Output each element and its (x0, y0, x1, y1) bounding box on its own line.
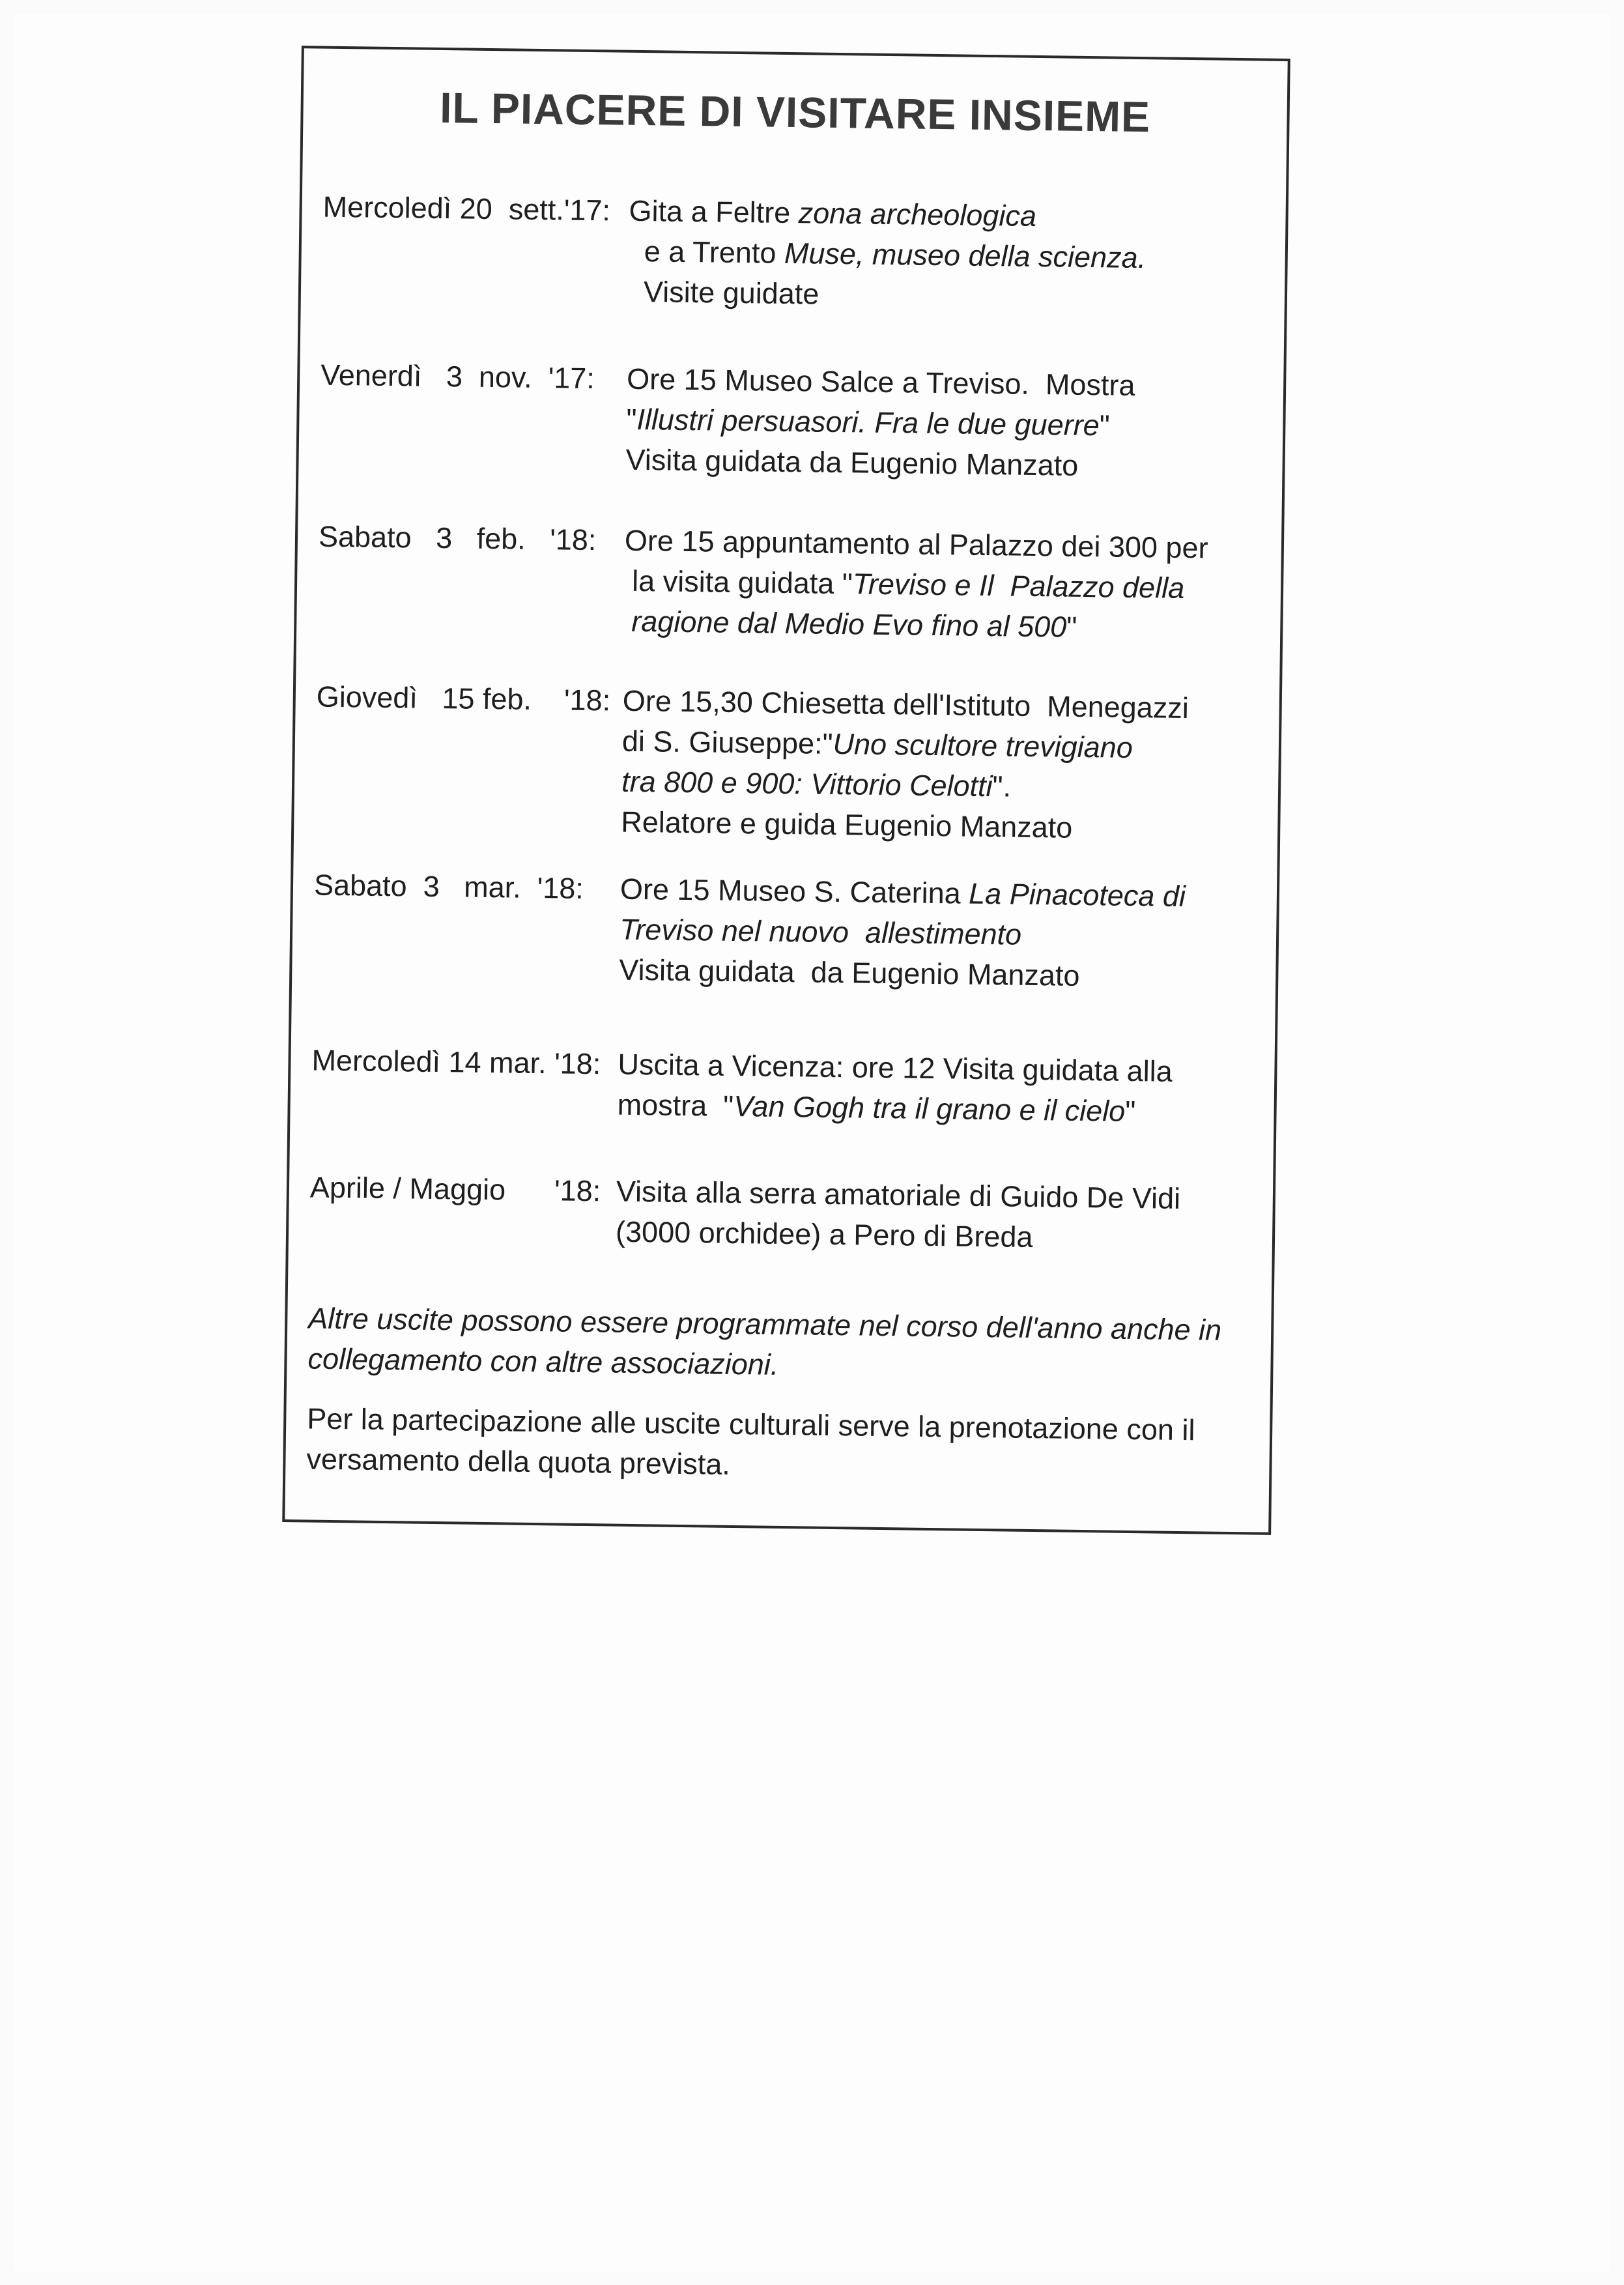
event-entry (318, 517, 1270, 644)
text: Ore 15 Museo Salce a Treviso. Mostra (626, 362, 1135, 402)
event-description-line (628, 272, 1280, 321)
italic-text: Muse, museo della scienza. (784, 236, 1147, 275)
text: Gita a Feltre (629, 194, 799, 230)
italic-text: Treviso nel nuovo allestimento (619, 912, 1022, 951)
event-date: Sabato 3 mar. '18: (313, 868, 584, 905)
event-description-line (619, 950, 1271, 999)
text: (3000 orchidee) a Pero di Breda (615, 1214, 1033, 1254)
text: Visita guidata da Eugenio Manzato (619, 953, 1080, 992)
event-description (625, 359, 1278, 489)
event-description (619, 869, 1272, 999)
page-title: IL PIACERE DI VISITARE INSIEME (439, 83, 1151, 141)
event-description-line (617, 1085, 1269, 1134)
event-entry (322, 187, 1274, 311)
event-date: Mercoledì 20 sett.'17: (322, 190, 611, 227)
note-reservation: Per la partecipazione alle uscite culturali serve la prenotazione con il versamento della quota prevista. (306, 1401, 1195, 1481)
text: la visita guidata " (631, 564, 853, 601)
text: " (1066, 610, 1077, 644)
italic-text: Van Gogh tra il grano e il cielo (733, 1089, 1126, 1128)
text: " (1099, 409, 1110, 442)
text: di S. Giuseppe:" (621, 724, 833, 760)
italic-text: Uno scultore trevigiano (833, 726, 1133, 764)
event-description-line (621, 802, 1273, 851)
event-description-line (625, 440, 1277, 489)
event-description (628, 191, 1281, 321)
text: " (626, 402, 637, 436)
italic-text: Illustri persuasori. Fra le due guerre (636, 402, 1100, 442)
text: Ore 15 appuntamento al Palazzo dei 300 per (624, 523, 1208, 565)
text: Visita alla serra amatoriale di Guido De Vidi (616, 1174, 1181, 1215)
event-entry (309, 1167, 1261, 1254)
note-other-outings: Altre uscite possono essere programmate nel corso dell'anno anche in collegamento con altre associazioni. (307, 1301, 1222, 1381)
event-date: Venerdì 3 nov. '17: (320, 358, 595, 395)
text: Ore 15,30 Chiesetta dell'Istituto Menegazzi (622, 683, 1190, 725)
italic-text: ragione dal Medio Evo fino al 500 (631, 604, 1067, 644)
event-description (616, 1171, 1268, 1261)
text: mostra " (617, 1087, 734, 1123)
event-description-line (623, 601, 1275, 650)
event-description-line (616, 1212, 1268, 1261)
program-box (282, 46, 1290, 1535)
event-date: Giovedì 15 feb. '18: (316, 680, 611, 717)
event-description (623, 521, 1276, 650)
event-date: Mercoledì 14 mar. '18: (311, 1043, 601, 1081)
event-entry (316, 677, 1268, 844)
text: Relatore e guida Eugenio Manzato (621, 805, 1073, 844)
event-date: Aprile / Maggio '18: (309, 1170, 601, 1208)
event-description (617, 1044, 1270, 1134)
italic-text: Treviso e Il Palazzo della (852, 567, 1185, 605)
italic-text: tra 800 e 900: Vittorio Celotti (621, 764, 993, 803)
italic-text: La Pinacoteca di (968, 876, 1186, 913)
text: " (1124, 1094, 1136, 1128)
text: Uscita a Vicenza: ore 12 Visita guidata alla (618, 1047, 1173, 1088)
italic-text: zona archeologica (798, 196, 1037, 233)
event-description (621, 681, 1274, 851)
text: Visita guidata da Eugenio Manzato (625, 442, 1079, 482)
text: ". (992, 769, 1012, 803)
text: Ore 15 Museo S. Caterina (620, 872, 969, 910)
text: Visite guidate (643, 275, 819, 311)
event-entry (311, 1041, 1263, 1128)
event-entry (313, 865, 1265, 992)
event-entry (320, 355, 1272, 482)
text: e a Trento (644, 235, 785, 270)
event-date: Sabato 3 feb. '18: (318, 519, 597, 557)
